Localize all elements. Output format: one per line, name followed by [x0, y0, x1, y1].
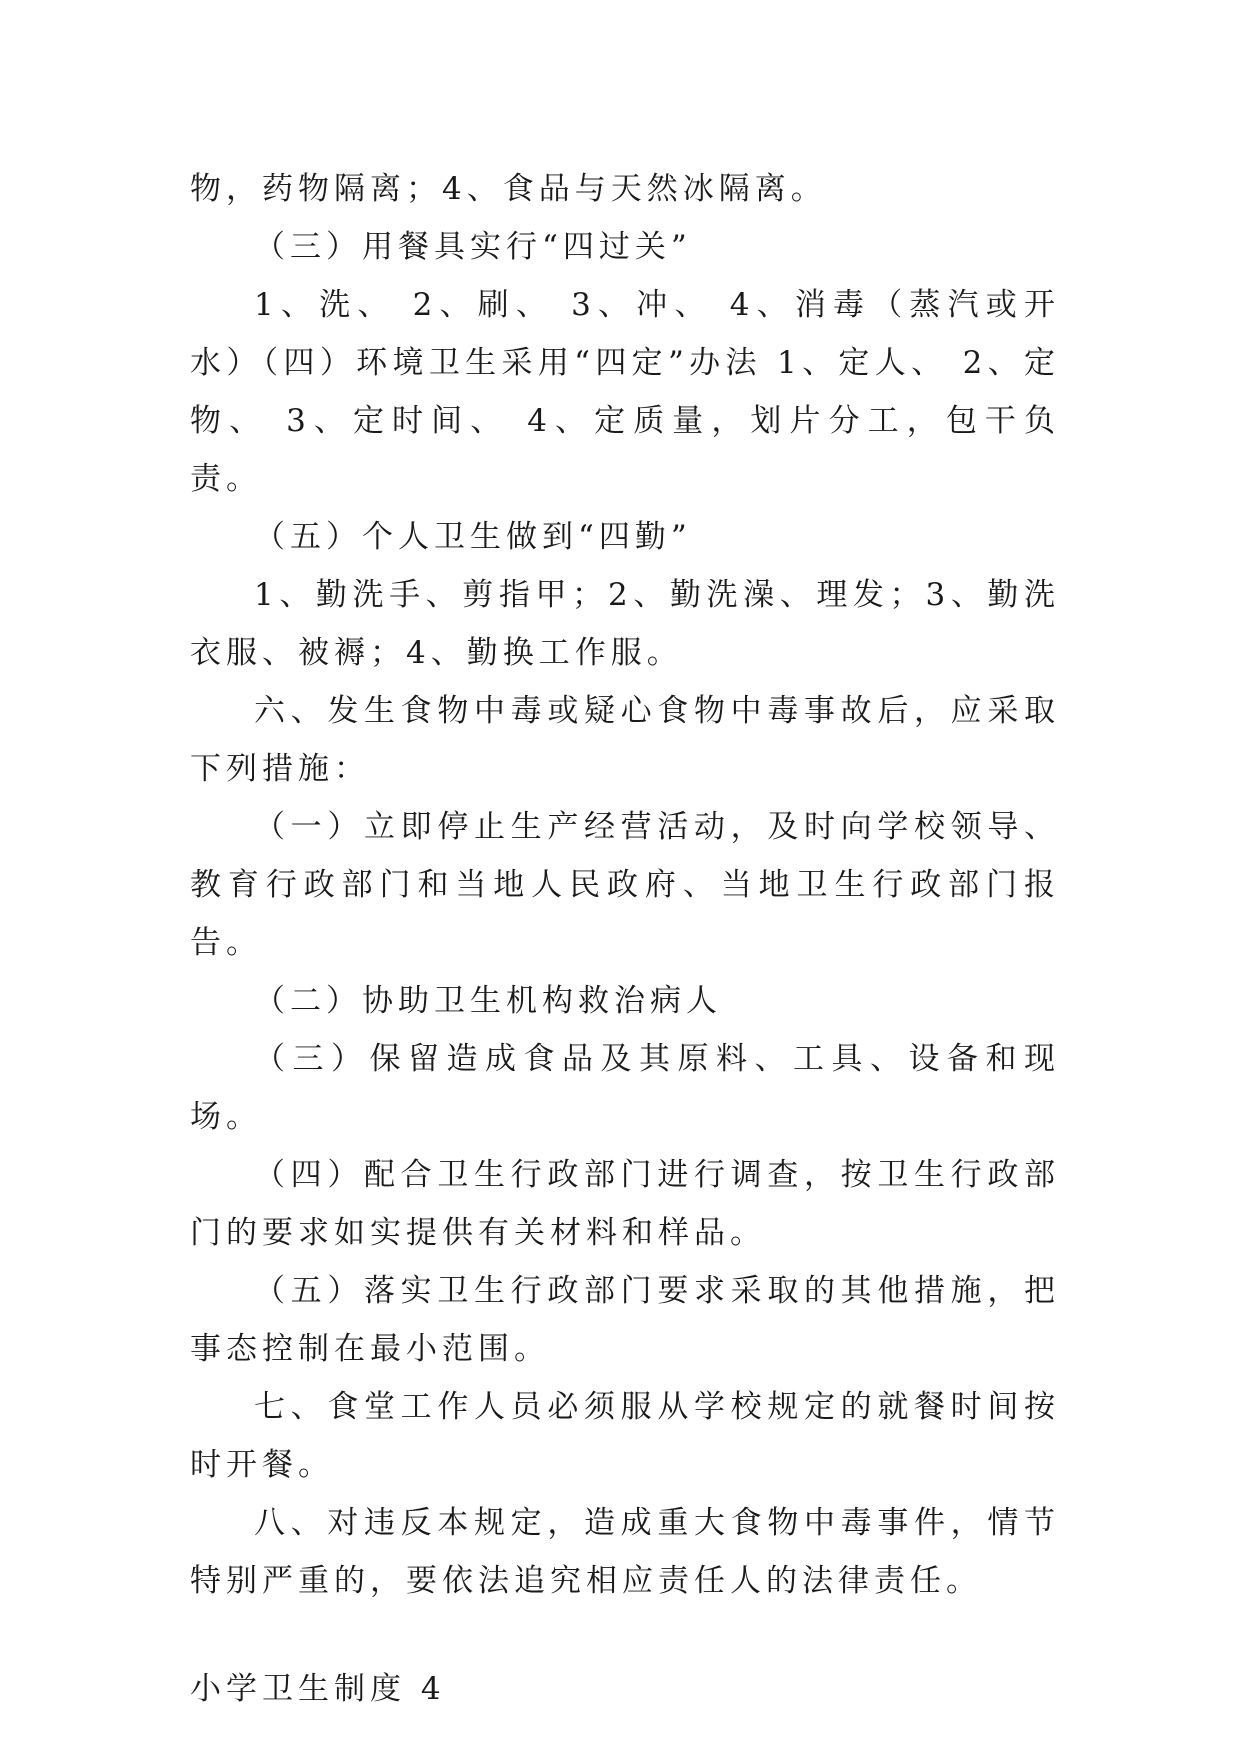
paragraph-13: 八、对违反本规定，造成重大食物中毒事件，情节特别严重的，要依法追究相应责任人的法律责任。	[190, 1505, 1060, 1599]
paragraph-6: 六、发生食物中毒或疑心食物中毒事故后，应采取下列措施：	[190, 693, 1060, 787]
paragraph-8: （二）协助卫生机构救治病人	[254, 983, 722, 1019]
paragraph-7: （一）立即停止生产经营活动，及时向学校领导、教育行政部门和当地人民政府、当地卫生行政部门报告。	[190, 809, 1060, 961]
paragraph-10: （四）配合卫生行政部门进行调查，按卫生行政部门的要求如实提供有关材料和样品。	[190, 1157, 1060, 1251]
document-body	[190, 160, 1060, 1718]
paragraph-9: （三）保留造成食品及其原料、工具、设备和现场。	[190, 1041, 1060, 1135]
section-heading: 小学卫生制度 4	[190, 1671, 446, 1707]
paragraph-4: （五）个人卫生做到“四勤”	[254, 519, 692, 555]
paragraph-5: 1、勤洗手、剪指甲；2、勤洗澡、理发；3、勤洗衣服、被褥；4、勤换工作服。	[190, 577, 1060, 671]
paragraph-11: （五）落实卫生行政部门要求采取的其他措施，把事态控制在最小范围。	[190, 1273, 1060, 1367]
paragraph-12: 七、食堂工作人员必须服从学校规定的就餐时间按时开餐。	[190, 1389, 1060, 1483]
paragraph-3: 1、洗、 2、刷、 3、冲、 4、消毒（蒸汽或开水）（四）环境卫生采用“四定”办法 1、定人、 2、定物、 3、定时间、 4、定质量，划片分工，包干负责。	[190, 287, 1060, 497]
paragraph-1: 物，药物隔离；4、食品与天然冰隔离。	[190, 171, 827, 207]
paragraph-2: （三）用餐具实行“四过关”	[254, 229, 692, 265]
